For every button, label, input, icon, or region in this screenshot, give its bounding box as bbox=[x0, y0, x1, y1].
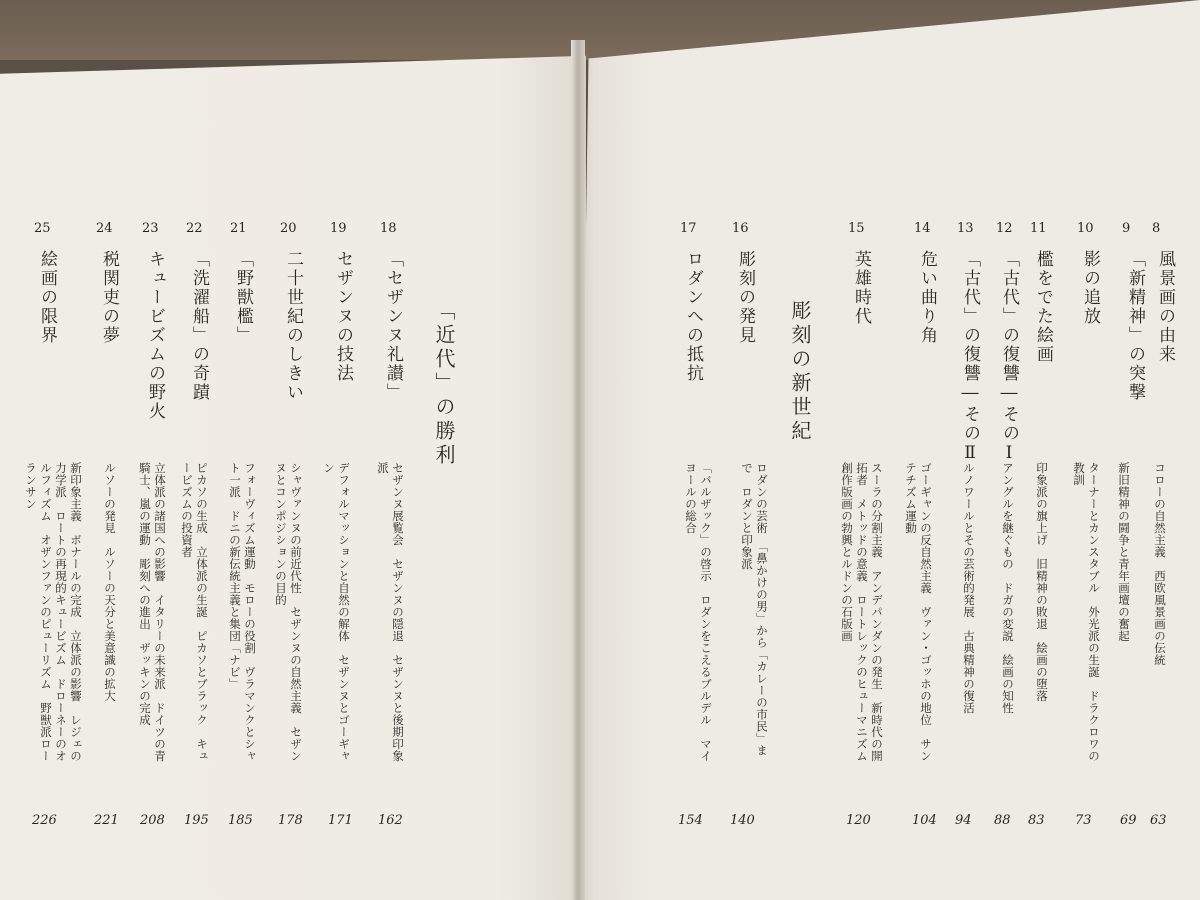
chapter-description: ピカソの生成 立体派の生誕 ピカソとブラック キュ bbox=[195, 462, 209, 762]
section-title: 「近代」の勝利 bbox=[432, 300, 456, 468]
page-number: 104 bbox=[912, 813, 937, 828]
right-page bbox=[576, 0, 1200, 900]
page-number: 63 bbox=[1150, 813, 1167, 828]
chapter-description: 拓者 メトッドの意義 ロートレックのヒューマニズム bbox=[855, 462, 869, 762]
chapter-description: コローの自然主義 西欧風景画の伝統 bbox=[1153, 462, 1167, 666]
chapter-title: 「セザンヌ礼讃」 bbox=[383, 250, 403, 402]
chapter-description: で ロダンと印象派 bbox=[740, 462, 754, 570]
chapter-number: 17 bbox=[680, 221, 697, 236]
page-number: 88 bbox=[994, 813, 1011, 828]
chapter-number: 25 bbox=[34, 221, 51, 236]
chapter-description: ランサン bbox=[24, 462, 38, 510]
chapter-description: 新旧精神の闘争と青年画壇の奮起 bbox=[1117, 462, 1131, 642]
chapter-description: スーラの分割主義 アンデパンダンの発生 新時代の開 bbox=[870, 462, 884, 762]
chapter-description: セザンヌ展覧会 セザンヌの隠退 セザンヌと後期印象 bbox=[391, 462, 405, 762]
chapter-number: 18 bbox=[380, 221, 397, 236]
chapter-description: 教訓 bbox=[1072, 462, 1086, 486]
chapter-number: 20 bbox=[280, 221, 297, 236]
chapter-title: 二十世紀のしきい bbox=[283, 250, 303, 402]
chapter-description: フォーヴィズム運動 モローの役割 ヴラマンクとシャ bbox=[243, 462, 257, 762]
chapter-number: 9 bbox=[1122, 221, 1131, 236]
chapter-title: ロダンへの抵抗 bbox=[683, 250, 703, 383]
chapter-title: 檻をでた絵画 bbox=[1033, 250, 1053, 364]
chapter-description: ルノワールとその芸術的発展 古典精神の復活 bbox=[962, 462, 976, 714]
chapter-number: 8 bbox=[1152, 221, 1161, 236]
page-number: 171 bbox=[328, 813, 353, 828]
chapter-description: ロダンの芸術 「鼻かけの男」から「カレーの市民」ま bbox=[755, 462, 769, 757]
chapter-description: 新印象主義 ボナールの完成 立体派の影響 レジェの bbox=[69, 462, 83, 762]
chapter-title: 税関吏の夢 bbox=[99, 250, 119, 345]
chapter-title: 危い曲り角 bbox=[917, 250, 937, 345]
chapter-description: ゴーギャンの反自然主義 ヴァン・ゴッホの地位 サン bbox=[919, 462, 933, 762]
chapter-title: セザンヌの技法 bbox=[333, 250, 353, 383]
page-number: 69 bbox=[1120, 813, 1137, 828]
chapter-title: 「古代」の復讐―そのⅡ bbox=[960, 250, 980, 465]
left-page bbox=[0, 0, 586, 900]
chapter-title: 影の追放 bbox=[1080, 250, 1100, 326]
chapter-description: テチズム運動 bbox=[904, 462, 918, 534]
chapter-number: 21 bbox=[230, 221, 247, 236]
chapter-description: 創作版画の勃興とルドンの石版画 bbox=[840, 462, 854, 642]
chapter-number: 13 bbox=[957, 221, 974, 236]
chapter-description: 力学派 ロートの再現的キュービズム ドローネーのオ bbox=[54, 462, 68, 762]
page-number: 195 bbox=[184, 813, 209, 828]
page-number: 221 bbox=[94, 813, 119, 828]
chapter-number: 12 bbox=[996, 221, 1013, 236]
page-number: 120 bbox=[846, 813, 871, 828]
page-number: 178 bbox=[278, 813, 303, 828]
chapter-description: アングルを継ぐもの ドガの変説 絵画の知性 bbox=[1001, 462, 1015, 714]
chapter-description: ルソーの発見 ルソーの天分と美意識の拡大 bbox=[103, 462, 117, 702]
chapter-description: ルフィズム オザンファンのピューリズム 野獣派ロー bbox=[39, 462, 53, 762]
chapter-title: キュービズムの野火 bbox=[145, 250, 165, 421]
chapter-number: 16 bbox=[732, 221, 749, 236]
section-title: 彫刻の新世紀 bbox=[788, 300, 812, 444]
chapter-title: 「新精神」の突撃 bbox=[1125, 250, 1145, 402]
page-number: 83 bbox=[1028, 813, 1045, 828]
page-number: 226 bbox=[32, 813, 57, 828]
chapter-title: 「洗濯船」の奇蹟 bbox=[189, 250, 209, 402]
chapter-number: 24 bbox=[96, 221, 113, 236]
chapter-number: 11 bbox=[1030, 221, 1047, 236]
chapter-title: 「古代」の復讐―そのⅠ bbox=[999, 250, 1019, 465]
chapter-title: 絵画の限界 bbox=[37, 250, 57, 345]
chapter-number: 22 bbox=[186, 221, 203, 236]
page-number: 185 bbox=[228, 813, 253, 828]
chapter-title: 彫刻の発見 bbox=[735, 250, 755, 345]
chapter-description: シャヴァンヌの前近代性 セザンヌの自然主義 セザン bbox=[289, 462, 303, 762]
chapter-description: デフォルマッションと自然の解体 セザンヌとゴーギャ bbox=[337, 462, 351, 762]
chapter-title: 英雄時代 bbox=[851, 250, 871, 326]
page-number: 140 bbox=[730, 813, 755, 828]
page-number: 154 bbox=[678, 813, 703, 828]
page-number: 208 bbox=[140, 813, 165, 828]
chapter-description: 騎士、嵐の運動 彫刻への進出 ザッキンの完成 bbox=[138, 462, 152, 726]
chapter-description: 派 bbox=[376, 462, 390, 474]
chapter-description: ヌとコンポジションの目的 bbox=[274, 462, 288, 606]
chapter-description: 印象派の旗上げ 旧精神の敗退 絵画の堕落 bbox=[1035, 462, 1049, 702]
chapter-description: ト一派 ドニの新伝統主義と集団「ナビ」 bbox=[228, 462, 242, 690]
chapter-number: 10 bbox=[1077, 221, 1094, 236]
chapter-description: ヨールの総合 bbox=[684, 462, 698, 534]
book-gutter bbox=[571, 40, 585, 900]
chapter-description: 立体派の諸国への影響 イタリーの未来派 ドイツの青 bbox=[153, 462, 167, 762]
chapter-description: ターナーとカンスタブル 外光派の生誕 ドラクロワの bbox=[1087, 462, 1101, 762]
chapter-number: 19 bbox=[330, 221, 347, 236]
chapter-title: 「野獣檻」 bbox=[233, 250, 253, 345]
chapter-description: ービズムの投資者 bbox=[180, 462, 194, 558]
chapter-description: ン bbox=[322, 462, 336, 474]
chapter-number: 23 bbox=[142, 221, 159, 236]
chapter-number: 14 bbox=[914, 221, 931, 236]
page-number: 73 bbox=[1075, 813, 1092, 828]
page-number: 94 bbox=[955, 813, 972, 828]
chapter-title: 風景画の由来 bbox=[1155, 250, 1175, 364]
chapter-description: 「バルザック」の啓示 ロダンをこえるブルデル マイ bbox=[699, 462, 713, 762]
page-number: 162 bbox=[378, 813, 403, 828]
chapter-number: 15 bbox=[848, 221, 865, 236]
